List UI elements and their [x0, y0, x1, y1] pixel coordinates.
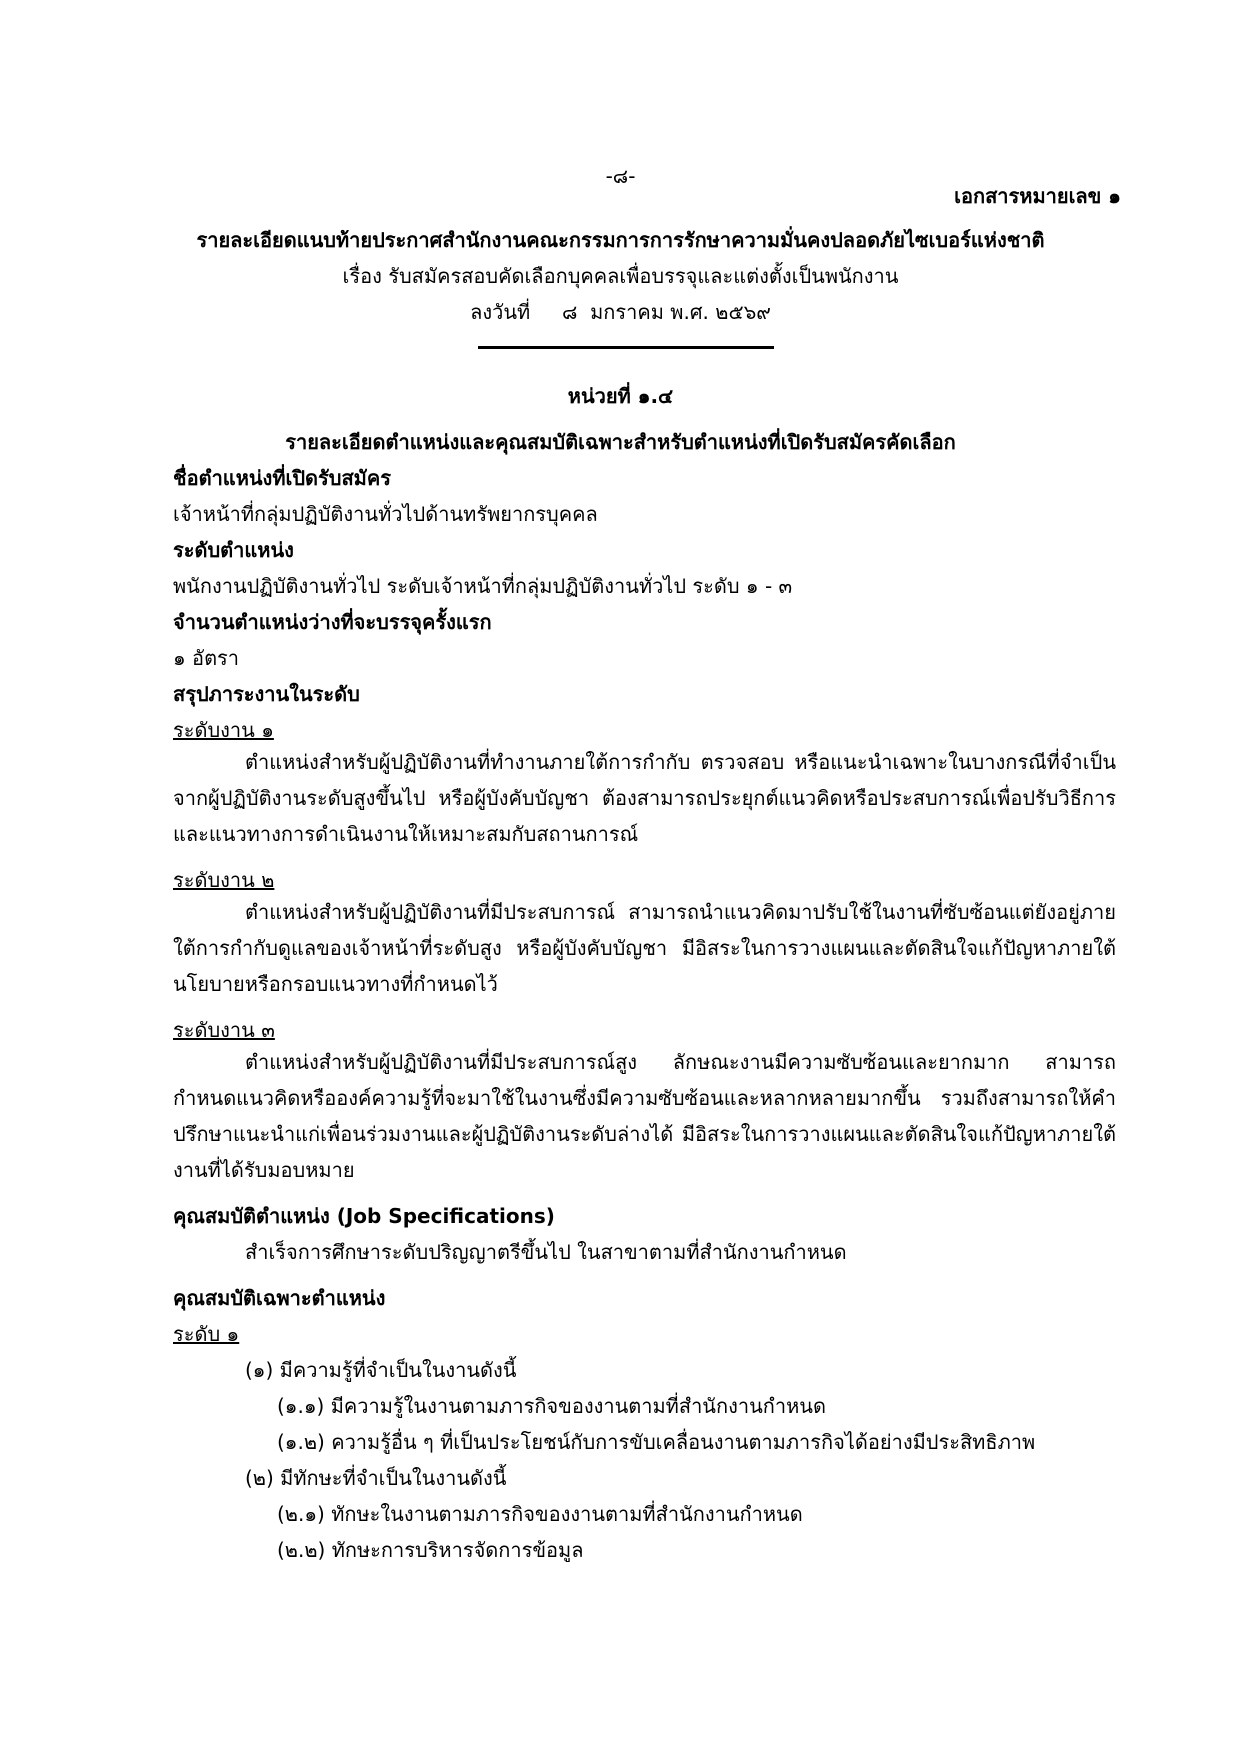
document-label: เอกสารหมายเลข ๑	[954, 184, 1121, 208]
level-value: พนักงานปฏิบัติงานทั่วไป ระดับเจ้าหน้าที่กลุ่มปฏิบัติงานทั่วไป ระดับ ๑ - ๓	[173, 574, 793, 598]
specific-item-2-1: (๒.๑) ทักษะในงานตามภารกิจของงานตามที่สำนักงานกำหนด	[277, 1502, 803, 1526]
page-number: -๘-	[605, 164, 636, 188]
workload-level-2-text: ตำแหน่งสำหรับผู้ปฏิบัติงานที่มีประสบการณ์ สามารถนำแนวคิดมาปรับใช้ในงานที่ซับซ้อนแต่ยังอยู่ภายใต้การกำกับดูแลของเจ้าหน้าที่ระดับสูง หรือผู้บังคับบัญชา มีอิสระในการวางแผนและตัดสินใจแก้ปัญหาภายใต้นโยบายหรือกรอบแนวทางที่กำหนดไว้	[173, 900, 1116, 996]
workload-level-3-label: ระดับงาน ๓	[173, 1018, 275, 1042]
job-spec-text: สำเร็จการศึกษาระดับปริญญาตรีขึ้นไป ในสาขาตามที่สำนักงานกำหนด	[245, 1240, 847, 1264]
workload-level-1-label: ระดับงาน ๑	[173, 718, 274, 742]
workload-level-1-text: ตำแหน่งสำหรับผู้ปฏิบัติงานที่ทำงานภายใต้การกำกับ ตรวจสอบ หรือแนะนำเฉพาะในบางกรณีที่จำเป็นจากผู้ปฏิบัติงานระดับสูงขึ้นไป หรือผู้บังคับบัญชา ต้องสามารถประยุกต์แนวคิดหรือประสบการณ์เพื่อปรับวิธีการและแนวทางการดำเนินงานให้เหมาะสมกับสถานการณ์	[173, 750, 1116, 846]
title-line-3: ลงวันที่ ๘ มกราคม พ.ศ. ๒๕๖๙	[470, 300, 771, 324]
job-spec-heading: คุณสมบัติตำแหน่ง (Job Specifications)	[173, 1204, 555, 1228]
specific-item-1-2: (๑.๒) ความรู้อื่น ๆ ที่เป็นประโยชน์กับการขับเคลื่อนงานตามภารกิจได้อย่างมีประสิทธิภาพ	[277, 1430, 1036, 1454]
vacancies-value: ๑ อัตรา	[173, 646, 240, 670]
specific-heading: คุณสมบัติเฉพาะตำแหน่ง	[173, 1286, 386, 1310]
specific-item-2-2: (๒.๒) ทักษะการบริหารจัดการข้อมูล	[277, 1538, 584, 1562]
title-divider	[478, 346, 774, 349]
specific-item-1-1: (๑.๑) มีความรู้ในงานตามภารกิจของงานตามที่สำนักงานกำหนด	[277, 1394, 826, 1418]
specific-item-1: (๑) มีความรู้ที่จำเป็นในงานดังนี้	[245, 1358, 517, 1382]
title-line-1: รายละเอียดแนบท้ายประกาศสำนักงานคณะกรรมการการรักษาความมั่นคงปลอดภัยไซเบอร์แห่งชาติ	[196, 228, 1045, 252]
unit-number: หน่วยที่ ๑.๔	[567, 384, 674, 408]
specific-item-2: (๒) มีทักษะที่จำเป็นในงานดังนี้	[245, 1466, 507, 1490]
level-heading: ระดับตำแหน่ง	[173, 538, 294, 562]
workload-level-2-label: ระดับงาน ๒	[173, 868, 275, 892]
workload-level-3-text: ตำแหน่งสำหรับผู้ปฏิบัติงานที่มีประสบการณ์สูง ลักษณะงานมีความซับซ้อนและยากมาก สามารถกำหนดแนวคิดหรือองค์ความรู้ที่จะมาใช้ในงานซึ่งมีความซับซ้อนและหลากหลายมากขึ้น รวมถึงสามารถให้คำปรึกษาแนะนำแก่เพื่อนร่วมงานและผู้ปฏิบัติงานระดับล่างได้ มีอิสระในการวางแผนและตัดสินใจแก้ปัญหาภายใต้งานที่ได้รับมอบหมาย	[173, 1050, 1116, 1182]
specific-level-label: ระดับ ๑	[173, 1322, 240, 1346]
position-heading: ชื่อตำแหน่งที่เปิดรับสมัคร	[173, 466, 391, 490]
position-value: เจ้าหน้าที่กลุ่มปฏิบัติงานทั่วไปด้านทรัพยากรบุคคล	[173, 502, 598, 526]
vacancies-heading: จำนวนตำแหน่งว่างที่จะบรรจุครั้งแรก	[173, 610, 492, 634]
section-title: รายละเอียดตำแหน่งและคุณสมบัติเฉพาะสำหรับตำแหน่งที่เปิดรับสมัครคัดเลือก	[285, 430, 956, 454]
workload-heading: สรุปภาระงานในระดับ	[173, 682, 360, 706]
title-line-2: เรื่อง รับสมัครสอบคัดเลือกบุคคลเพื่อบรรจุและแต่งตั้งเป็นพนักงาน	[342, 264, 899, 288]
